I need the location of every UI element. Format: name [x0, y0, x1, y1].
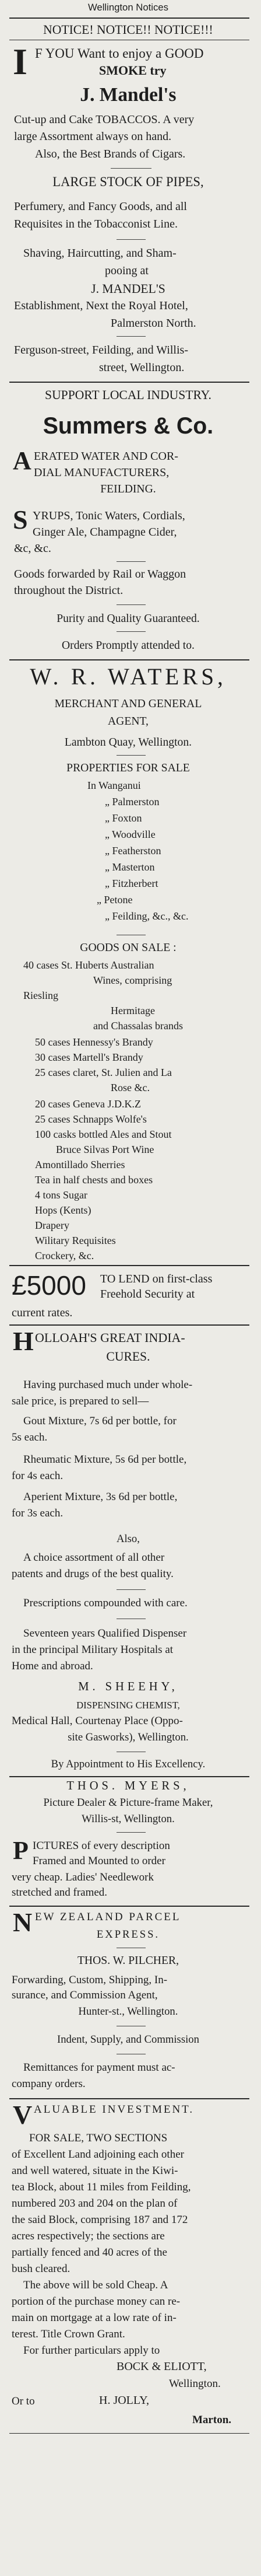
- summers-slogan: SUPPORT LOCAL INDUSTRY.: [45, 387, 211, 402]
- mandel-address-line: Palmerston North.: [111, 317, 196, 330]
- mandel-body-line: Also, the Best Brands of Cigars.: [35, 148, 186, 160]
- lend-rates: current rates.: [12, 1306, 73, 1319]
- ad-divider: [9, 1324, 249, 1326]
- pilcher-line: Forwarding, Custom, Shipping, In-: [12, 1974, 168, 1986]
- waters-name: W. R. WATERS,: [30, 663, 227, 690]
- pictures-line: ICTURES of every description: [33, 1840, 170, 1852]
- masthead: Wellington Notices: [87, 2, 168, 13]
- or-to: Or to: [12, 2395, 35, 2407]
- valuable-heading: ALUABLE INVESTMENT.: [34, 2103, 195, 2116]
- mandel-body-line: large Assortment always on hand.: [14, 130, 172, 143]
- ad-divider: [9, 1906, 249, 1907]
- lend-text-line: Freehold Security at: [100, 1288, 195, 1301]
- notice-header: NOTICE! NOTICE!! NOTICE!!!: [43, 22, 213, 37]
- parcel-heading: EW ZEALAND PARCEL: [35, 1911, 181, 1923]
- ad-divider: [9, 18, 249, 19]
- syrups-line: YRUPS, Tonic Waters, Cordials,: [33, 509, 185, 522]
- goods-item: Amontillado Sherries: [35, 1159, 125, 1170]
- summers-name: Summers & Co.: [43, 413, 214, 439]
- chemist-line: DISPENSING CHEMIST,: [76, 1700, 180, 1711]
- goods-list: [0, 959, 261, 1292]
- place-item: In Wanganui: [87, 780, 141, 791]
- summers-sub-line: ERATED WATER AND COR-: [34, 450, 178, 463]
- goods-item: Wilitary Requisites: [35, 1235, 116, 1246]
- short-divider: [117, 631, 146, 632]
- short-divider: [117, 561, 146, 562]
- indent-line: Indent, Supply, and Commission: [57, 2033, 199, 2046]
- goods-item: 20 cases Geneva J.D.K.Z: [35, 1098, 141, 1110]
- marton-place: Marton.: [192, 2414, 232, 2426]
- short-divider: [117, 239, 146, 240]
- agent-place: Wellington.: [169, 2378, 221, 2390]
- short-divider: [117, 1832, 146, 1833]
- valuable-line: of Excellent Land adjoining each other: [12, 2148, 184, 2161]
- valuable-line: bush cleared.: [12, 2263, 70, 2275]
- shaving-line: Shaving, Haircutting, and Sham-: [23, 247, 177, 260]
- ad-divider: [9, 659, 249, 660]
- holloway-line: sale price, is prepared to sell—: [12, 1395, 149, 1407]
- lend-amount: £5000: [12, 1270, 86, 1301]
- drop-cap-a: A: [13, 446, 31, 475]
- ad-divider: [9, 2098, 249, 2099]
- valuable-line: For further particulars apply to: [23, 2344, 160, 2357]
- pipes-heading: LARGE STOCK OF PIPES,: [52, 174, 204, 189]
- syrups-line: Ginger Ale, Champagne Cider,: [33, 526, 177, 539]
- goods-item: 30 cases Martell's Brandy: [35, 1051, 143, 1063]
- valuable-body: [0, 2132, 261, 2377]
- holloway-also: Also,: [117, 1533, 140, 1545]
- place-item: „ Feilding, &c., &c.: [105, 910, 189, 922]
- agent-name: BOCK & ELIOTT,: [117, 2360, 207, 2373]
- valuable-line: numbered 203 and 204 on the plan of: [12, 2197, 178, 2210]
- goods-item: 100 casks bottled Ales and Stout: [35, 1128, 172, 1140]
- pictures-line: very cheap. Ladies' Needlework: [12, 1871, 154, 1883]
- valuable-line: the said Block, comprising 187 and 172: [12, 2214, 188, 2226]
- syrups-line: &c, &c.: [14, 542, 51, 555]
- short-divider: [117, 1589, 146, 1590]
- holloway-line: Gout Mixture, 7s 6d per bottle, for: [23, 1415, 177, 1427]
- short-divider: [111, 168, 151, 169]
- myers-line: Picture Dealer & Picture-frame Maker,: [43, 1796, 213, 1809]
- holloway-line: for 4s each.: [12, 1470, 64, 1482]
- pilcher-line: surance, and Commission Agent,: [12, 1989, 158, 2001]
- valuable-line: tea Block, about 11 miles from Feilding,: [12, 2181, 191, 2193]
- assortment-line: A choice assortment of all other: [23, 1551, 165, 1564]
- mandel-intro-line: SMOKE try: [99, 63, 167, 78]
- goods-item: Hops (Kents): [35, 1204, 91, 1216]
- experience-line: Seventeen years Qualified Dispenser: [23, 1627, 187, 1640]
- place-item: „ Palmerston: [105, 796, 160, 808]
- pipes-body-line: Requisites in the Tobacconist Line.: [14, 218, 178, 230]
- properties-heading: PROPERTIES FOR SALE: [66, 761, 190, 774]
- valuable-line: FOR SALE, TWO SECTIONS: [29, 2132, 168, 2144]
- place-item: „ Masterton: [105, 861, 155, 873]
- place-item: „ Petone: [97, 894, 133, 906]
- place-item: „ Woodville: [105, 829, 156, 840]
- goods-item: Rose &c.: [111, 1082, 150, 1093]
- holloway-line: for 3s each.: [12, 1507, 64, 1519]
- places-list: [64, 780, 239, 931]
- holloway-heading: OLLOAH'S GREAT INDIA-: [35, 1330, 185, 1345]
- goods-item: 40 cases St. Huberts Australian: [23, 959, 154, 971]
- ad-divider: [9, 1265, 249, 1266]
- myers-line: Willis-st, Wellington.: [82, 1813, 175, 1825]
- summers-sub-line: DIAL MANUFACTURERS,: [34, 466, 170, 479]
- goods-item: Bruce Silvas Port Wine: [56, 1144, 154, 1155]
- branch-line: street, Wellington.: [99, 361, 185, 374]
- goods-item: 25 cases claret, St. Julien and La: [35, 1067, 172, 1078]
- mandel-intro-line: F YOU Want to enjoy a GOOD: [35, 46, 204, 61]
- goods-item: 25 cases Schnapps Wolfe's: [35, 1113, 147, 1125]
- drop-cap-v: V: [13, 2100, 33, 2130]
- goods-heading: GOODS ON SALE :: [80, 941, 177, 954]
- remit-line: company orders.: [12, 2078, 86, 2090]
- shaving-line: pooing at: [105, 264, 149, 277]
- drop-cap-i: I: [13, 41, 27, 82]
- place-item: „ Fitzherbert: [105, 878, 158, 889]
- assortment-line: patents and drugs of the best quality.: [12, 1568, 174, 1580]
- short-divider: [117, 336, 146, 337]
- ad-divider: [9, 1776, 249, 1777]
- goods-item: Drapery: [35, 1219, 69, 1231]
- pilcher-name: THOS. W. PILCHER,: [77, 1954, 179, 1967]
- pictures-line: stretched and framed.: [12, 1886, 108, 1899]
- mandel-name: J. Mandel's: [80, 84, 177, 106]
- valuable-line: and well watered, situate in the Kiwi-: [12, 2165, 178, 2177]
- prescriptions-line: Prescriptions compounded with care.: [23, 1597, 188, 1609]
- place-item: „ Featherston: [105, 845, 161, 857]
- pilcher-line: Hunter-st., Wellington.: [78, 2005, 178, 2018]
- orders-line: Orders Promptly attended to.: [61, 639, 195, 652]
- waters-title-line: AGENT,: [107, 715, 149, 728]
- purity-line: Purity and Quality Guaranteed.: [57, 612, 200, 625]
- pipes-body-line: Perfumery, and Fancy Goods, and all: [14, 200, 187, 213]
- goods-item: Hermitage: [111, 1005, 155, 1016]
- goods-item: Riesling: [23, 990, 59, 1001]
- valuable-line: terest. Title Crown Grant.: [12, 2328, 125, 2340]
- drop-cap-s: S: [13, 505, 28, 534]
- ad-divider: [9, 2433, 249, 2434]
- lend-text-line: TO LEND on first-class: [100, 1273, 213, 1285]
- goods-item: Crockery, &c.: [35, 1250, 94, 1261]
- waters-title-line: MERCHANT AND GENERAL: [54, 697, 202, 710]
- place-item: „ Foxton: [105, 812, 142, 824]
- ad-divider: [9, 382, 249, 383]
- valuable-line: acres respectively; the sections are: [12, 2230, 165, 2242]
- mandel-address-line: Establishment, Next the Royal Hotel,: [14, 299, 188, 312]
- drop-cap-p: P: [13, 1836, 29, 1865]
- goods-item: Wines, comprising: [93, 974, 172, 986]
- experience-line: in the principal Military Hospitals at: [12, 1644, 174, 1656]
- mandel-body-line: Cut-up and Cake TOBACCOS. A very: [14, 113, 195, 126]
- drop-cap-h: H: [13, 1326, 34, 1356]
- experience-line: Home and abroad.: [12, 1660, 93, 1672]
- appointment-line: By Appointment to His Excellency.: [51, 1758, 206, 1770]
- goods-item: Tea in half chests and boxes: [35, 1174, 153, 1186]
- valuable-line: The above will be sold Cheap. A: [23, 2279, 168, 2291]
- summers-sub-line: FEILDING.: [100, 483, 156, 495]
- holloway-line: Rheumatic Mixture, 5s 6d per bottle,: [23, 1453, 187, 1466]
- valuable-line: portion of the purchase money can re-: [12, 2295, 181, 2308]
- valuable-line: partially fenced and 40 acres of the: [12, 2246, 167, 2259]
- goods-item: and Chassalas brands: [93, 1020, 183, 1032]
- short-divider: [117, 604, 146, 605]
- valuable-line: main on mortgage at a low rate of in-: [12, 2312, 177, 2324]
- mandel-name-2: J. MANDEL'S: [91, 281, 165, 296]
- remit-line: Remittances for payment must ac-: [23, 2061, 175, 2074]
- pictures-line: Framed and Mounted to order: [33, 1855, 165, 1867]
- holloway-line: Aperient Mixture, 3s 6d per bottle,: [23, 1491, 178, 1503]
- short-divider: [117, 755, 146, 756]
- drop-cap-n: N: [13, 1907, 33, 1937]
- chemist-line: site Gasworks), Wellington.: [68, 1731, 189, 1743]
- holloway-heading-2: CURES.: [106, 1349, 150, 1364]
- myers-name: THOS. MYERS,: [66, 1778, 190, 1792]
- goods-item: 50 cases Hennessy's Brandy: [35, 1036, 153, 1048]
- goods-item: 4 tons Sugar: [35, 1189, 87, 1201]
- chemist-line: Medical Hall, Courtenay Place (Oppo-: [12, 1715, 183, 1727]
- holloway-line: 5s each.: [12, 1431, 48, 1443]
- parcel-heading: EXPRESS.: [96, 1928, 160, 1941]
- branch-line: Ferguson-street, Feilding, and Willis-: [14, 344, 188, 356]
- forwarded-line: Goods forwarded by Rail or Waggon: [14, 568, 186, 581]
- waters-address: Lambton Quay, Wellington.: [64, 736, 192, 749]
- chemist-name: M. SHEEHY,: [78, 1679, 178, 1693]
- jolly-name: H. JOLLY,: [99, 2394, 149, 2407]
- forwarded-line: throughout the District.: [14, 584, 124, 597]
- holloway-line: Having purchased much under whole-: [23, 1379, 193, 1391]
